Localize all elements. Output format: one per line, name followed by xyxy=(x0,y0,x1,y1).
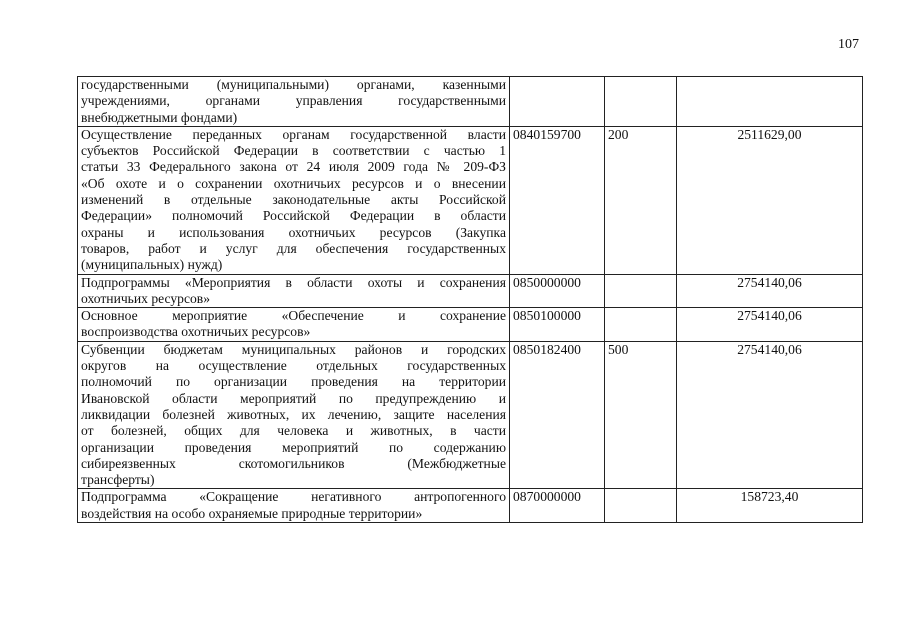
cell-target-code: 0850100000 xyxy=(510,308,605,342)
cell-name-line: полномочий по организации проведения на территории xyxy=(81,374,506,390)
page-number: 107 xyxy=(838,37,859,52)
cell-name-line: учреждениями, органами управления государственными xyxy=(81,93,506,109)
cell-amount: 158723,40 xyxy=(677,489,863,523)
cell-name xyxy=(78,126,510,274)
cell-amount: 2511629,00 xyxy=(677,126,863,274)
cell-name-line: организации проведения мероприятий по содержанию xyxy=(81,439,506,455)
cell-amount: 2754140,06 xyxy=(677,308,863,342)
cell-name xyxy=(78,274,510,308)
cell-expense-type xyxy=(605,489,677,523)
table-row xyxy=(78,126,863,274)
cell-name-line: государственными (муниципальными) органами, казенными xyxy=(81,77,506,92)
cell-expense-type xyxy=(605,274,677,308)
cell-name xyxy=(78,489,510,523)
cell-name-line: статьи 33 Федерального закона от 24 июля 2009 года № 209-ФЗ xyxy=(81,159,506,175)
cell-target-code: 0870000000 xyxy=(510,489,605,523)
cell-name-line: сибиреязвенных скотомогильников (Межбюджетные xyxy=(81,455,506,471)
cell-amount: 2754140,06 xyxy=(677,274,863,308)
cell-name-line: (муниципальных) нужд) xyxy=(81,257,223,273)
cell-name-line: воздействия на особо охраняемые природные территории» xyxy=(81,505,423,521)
cell-expense-type xyxy=(605,308,677,342)
table-body xyxy=(78,77,863,523)
table-row xyxy=(78,77,863,127)
table-row xyxy=(78,489,863,523)
cell-name-line: Субвенции бюджетам муниципальных районов и городских xyxy=(81,341,506,357)
cell-target-code: 0850182400 xyxy=(510,341,605,489)
cell-name-line: охотничьих ресурсов» xyxy=(81,290,211,306)
cell-name-line: охраны и использования охотничьих ресурсов (Закупка xyxy=(81,224,506,240)
table-row xyxy=(78,308,863,342)
cell-name-line: товаров, работ и услуг для обеспечения государственных xyxy=(81,240,506,256)
cell-name-line: воспроизводства охотничьих ресурсов» xyxy=(81,324,311,340)
cell-name-line: «Об охоте и о сохранении охотничьих ресурсов и о внесении xyxy=(81,175,506,191)
cell-amount xyxy=(677,77,863,127)
cell-name xyxy=(78,77,510,127)
cell-name-line: трансферты) xyxy=(81,472,155,488)
cell-name-line: Федерации» полномочий Российской Федерации в области xyxy=(81,208,506,224)
cell-name-line: Подпрограммы «Мероприятия в области охоты и сохранения xyxy=(81,274,506,290)
cell-name-line: ликвидации болезней животных, их лечению, защите населения xyxy=(81,406,506,422)
table-row xyxy=(78,274,863,308)
cell-target-code: 0840159700 xyxy=(510,126,605,274)
cell-name-line: изменений в отдельные законодательные акты Российской xyxy=(81,192,506,208)
cell-name-line: внебюджетными фондами) xyxy=(81,109,238,125)
cell-expense-type xyxy=(605,77,677,127)
table-row xyxy=(78,341,863,489)
cell-name-line: округов на осуществление отдельных государственных xyxy=(81,358,506,374)
cell-target-code xyxy=(510,77,605,127)
cell-name xyxy=(78,341,510,489)
budget-table xyxy=(77,76,863,523)
cell-name-line: Основное мероприятие «Обеспечение и сохранение xyxy=(81,308,506,324)
cell-name-line: от болезней, общих для человека и животных, в части xyxy=(81,423,506,439)
cell-name-line: Подпрограмма «Сокращение негативного антропогенного xyxy=(81,489,506,505)
cell-amount: 2754140,06 xyxy=(677,341,863,489)
cell-name xyxy=(78,308,510,342)
cell-target-code: 0850000000 xyxy=(510,274,605,308)
cell-expense-type: 200 xyxy=(605,126,677,274)
cell-expense-type: 500 xyxy=(605,341,677,489)
cell-name-line: Осуществление переданных органам государственной власти xyxy=(81,126,506,142)
cell-name-line: Ивановской области мероприятий по предупреждению и xyxy=(81,390,506,406)
cell-name-line: субъектов Российской Федерации в соответствии с частью 1 xyxy=(81,143,506,159)
